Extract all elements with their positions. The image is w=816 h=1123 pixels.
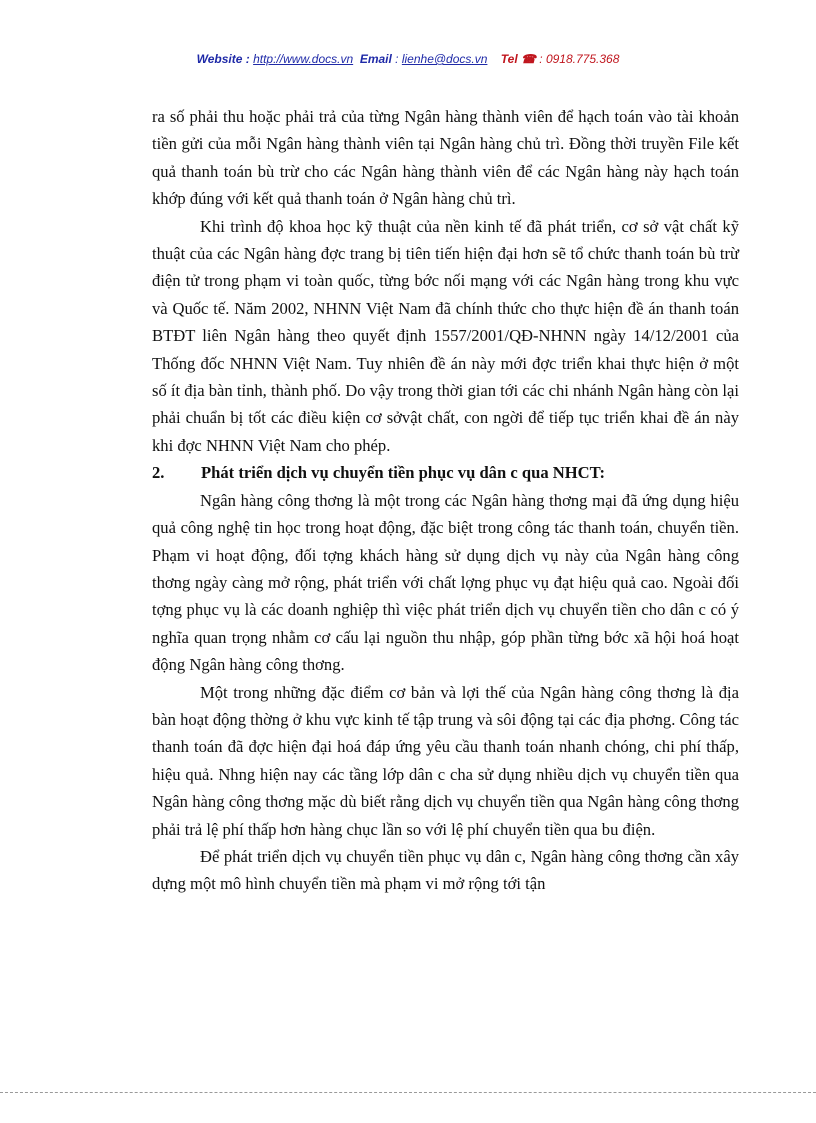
tel-number: : 0918.775.368	[535, 52, 620, 66]
page-header	[0, 52, 816, 66]
paragraph: Một trong những đặc điểm cơ bản và lợi thế của Ngân hàng công thơng là địa bàn hoạt động thờng ở khu vực kinh tế tập trung và sôi động tại các địa phơng. Công tác thanh toán đã đợc hiện đại hoá đáp ứng yêu cầu thanh toán nhanh chóng, chi phí thấp, hiệu quả. Nhng hiện nay các tầng lớp dân c cha sử dụng nhiều dịch vụ chuyển tiền qua Ngân hàng công thơng mặc dù biết rằng dịch vụ chuyển tiền qua Ngân hàng công thơng phải trả lệ phí thấp hơn hàng chục lần so với lệ phí chuyển tiền qua bu điện.	[152, 682, 739, 839]
email-separator: :	[391, 52, 402, 66]
paragraph: Khi trình độ khoa học kỹ thuật của nền kinh tế đã phát triển, cơ sở vật chất kỹ thuật của các Ngân hàng đợc trang bị tiên tiến hiện đại hơn sẽ tổ chức thanh toán bù trừ điện tử trong phạm vi toàn quốc, từng bớc nối mạng với các Ngân hàng trong khu vực và Quốc tế. Năm 2002, NHNN Việt Nam đã chính thức cho thực hiện đề án thanh toán BTĐT liên Ngân hàng theo quyết định 1557/2001/QĐ-NHNN ngày 14/12/2001 của Thống đốc NHNN Việt Nam. Tuy nhiên đề án này mới đợc triển khai thực hiện ở một số ít địa bàn tỉnh, thành phố. Do vậy trong thời gian tới các chi nhánh Ngân hàng còn lại phải chuẩn bị tốt các điều kiện cơ sởvật chất, con ngời để tiếp tục triển khai đề án này khi đợc NHNN Việt Nam cho phép.	[152, 216, 739, 455]
paragraph: Để phát triển dịch vụ chuyển tiền phục vụ dân c, Ngân hàng công thơng cần xây dựng một mô hình chuyển tiền mà phạm vi mở rộng tới tận	[152, 846, 739, 894]
section-title: Phát triển dịch vụ chuyển tiền phục vụ dân c qua NHCT:	[201, 463, 606, 483]
footer-divider	[0, 1092, 816, 1093]
email-link[interactable]: lienhe@docs.vn	[401, 52, 488, 66]
website-link[interactable]: http://www.docs.vn	[253, 52, 354, 66]
tel-label: Tel ☎	[500, 52, 536, 66]
paragraph-continuation: ra số phải thu hoặc phải trả của từng Ngân hàng thành viên để hạch toán vào tài khoản tiền gửi của mỗi Ngân hàng thành viên tại Ngân hàng chủ trì. Đồng thời truyền File kết quả thanh toán bù trừ cho các Ngân hàng thành viên để các Ngân hàng này hạch toán khớp đúng với kết quả thanh toán ở Ngân hàng chủ trì.	[152, 107, 739, 209]
section-heading	[152, 459, 739, 486]
paragraph: Ngân hàng công thơng là một trong các Ngân hàng thơng mại đã ứng dụng hiệu quả công nghệ tin học trong hoạt động, đặc biệt trong công tác thanh toán, chuyển tiền. Phạm vi hoạt động, đối tợng khách hàng sử dụng dịch vụ này của Ngân hàng công thơng ngày càng mở rộng, phát triển với chất lợng phục vụ đạt hiệu quả cao. Ngoài đối tợng phục vụ là các doanh nghiệp thì việc phát triển dịch vụ chuyển tiền cho dân c có ý nghĩa quan trọng nhằm cơ cấu lại nguồn thu nhập, góp phần từng bớc xã hội hoá hoạt động Ngân hàng công thơng.	[152, 490, 739, 675]
email-label: Email	[359, 52, 392, 66]
website-label: Website :	[196, 52, 254, 66]
document-body	[152, 103, 739, 898]
section-number: 2.	[152, 463, 165, 483]
